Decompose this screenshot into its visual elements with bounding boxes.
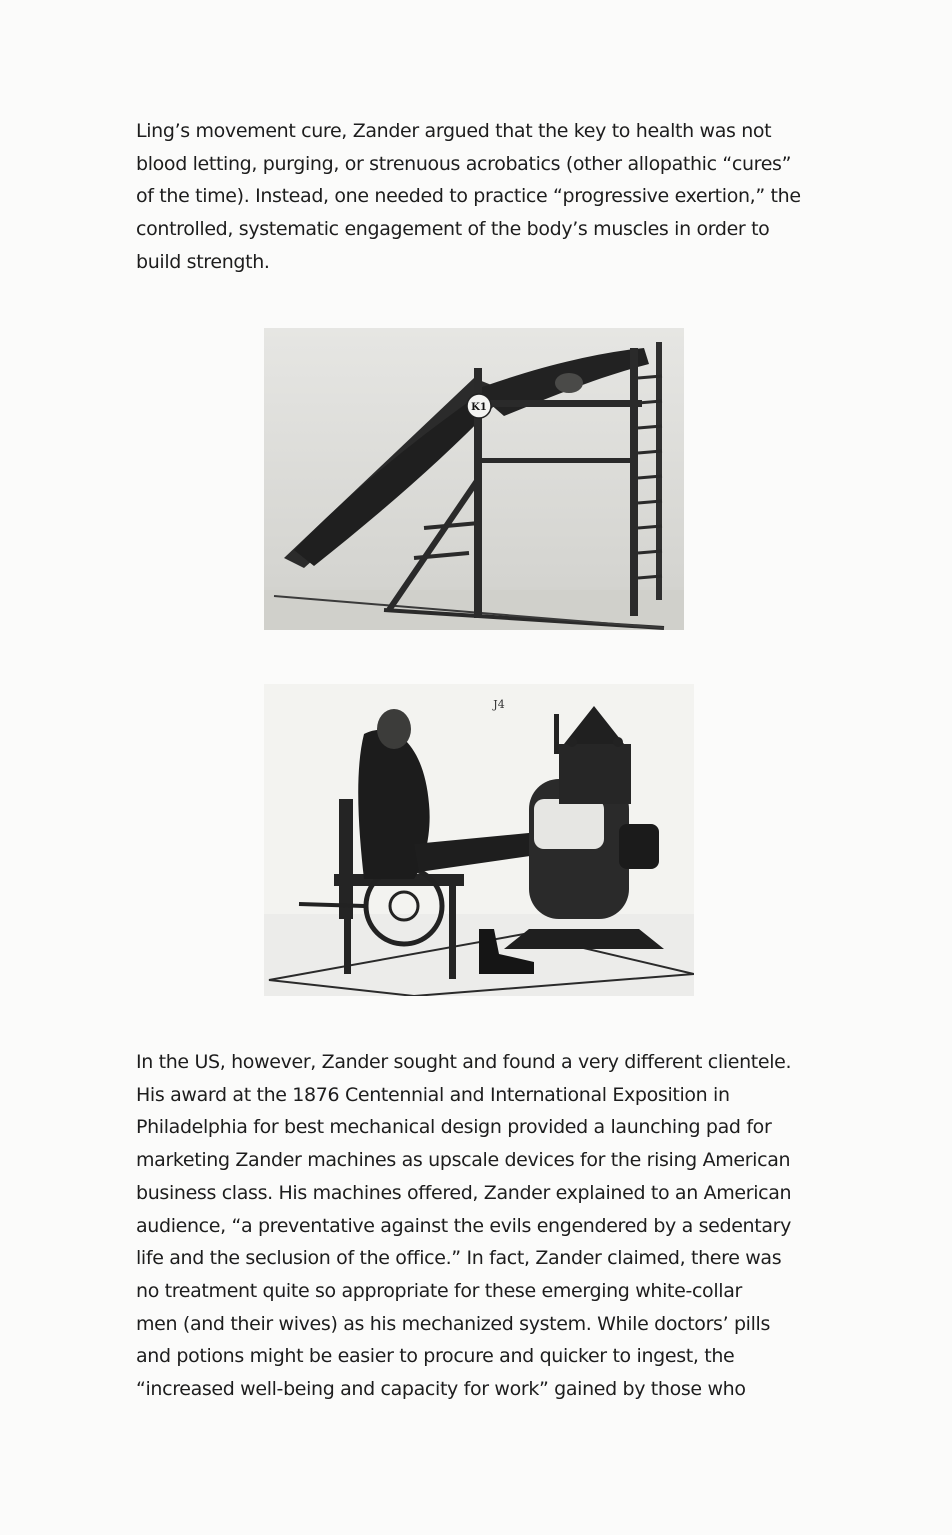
- text-line: business class. His machines offered, Zander explained to an American: [136, 1181, 792, 1204]
- figure-1-label: K1: [471, 402, 487, 413]
- text-line: “increased well-being and capacity for work” gained by those who: [136, 1378, 746, 1401]
- text-line: Ling’s movement cure, Zander argued that the key to health was not: [136, 120, 772, 142]
- text-line: men (and their wives) as his mechanized system. While doctors’ pills: [136, 1312, 771, 1335]
- text-line: audience, “a preventative against the evils engendered by a sedentary: [136, 1214, 791, 1237]
- seated-leg-machine-illustration: [264, 684, 694, 996]
- text-line: controlled, systematic engagement of the body’s muscles in order to: [136, 218, 770, 241]
- figure-seated-leg-machine-photo: [264, 684, 694, 996]
- inclined-machine-illustration: [264, 328, 684, 630]
- text-line: Philadelphia for best mechanical design provided a launching pad for: [136, 1116, 772, 1139]
- text-line: life and the seclusion of the office.” In fact, Zander claimed, there was: [136, 1247, 782, 1270]
- paragraph-bottom: [136, 1046, 826, 1406]
- text-line: of the time). Instead, one needed to practice “progressive exertion,” the: [136, 185, 801, 208]
- text-line: and potions might be easier to procure and quicker to ingest, the: [136, 1345, 735, 1368]
- figure-2-label: J4: [493, 698, 505, 711]
- text-line: build strength.: [136, 250, 270, 273]
- figure-inclined-machine-photo: [264, 328, 684, 630]
- text-line: His award at the 1876 Centennial and International Exposition in: [136, 1083, 730, 1106]
- text-line: no treatment quite so appropriate for these emerging white-collar: [136, 1279, 742, 1302]
- paragraph-top: [136, 115, 826, 279]
- text-line: marketing Zander machines as upscale devices for the rising American: [136, 1149, 791, 1172]
- text-line: In the US, however, Zander sought and found a very different clientele.: [136, 1051, 792, 1073]
- text-line: blood letting, purging, or strenuous acrobatics (other allopathic “cures”: [136, 152, 792, 175]
